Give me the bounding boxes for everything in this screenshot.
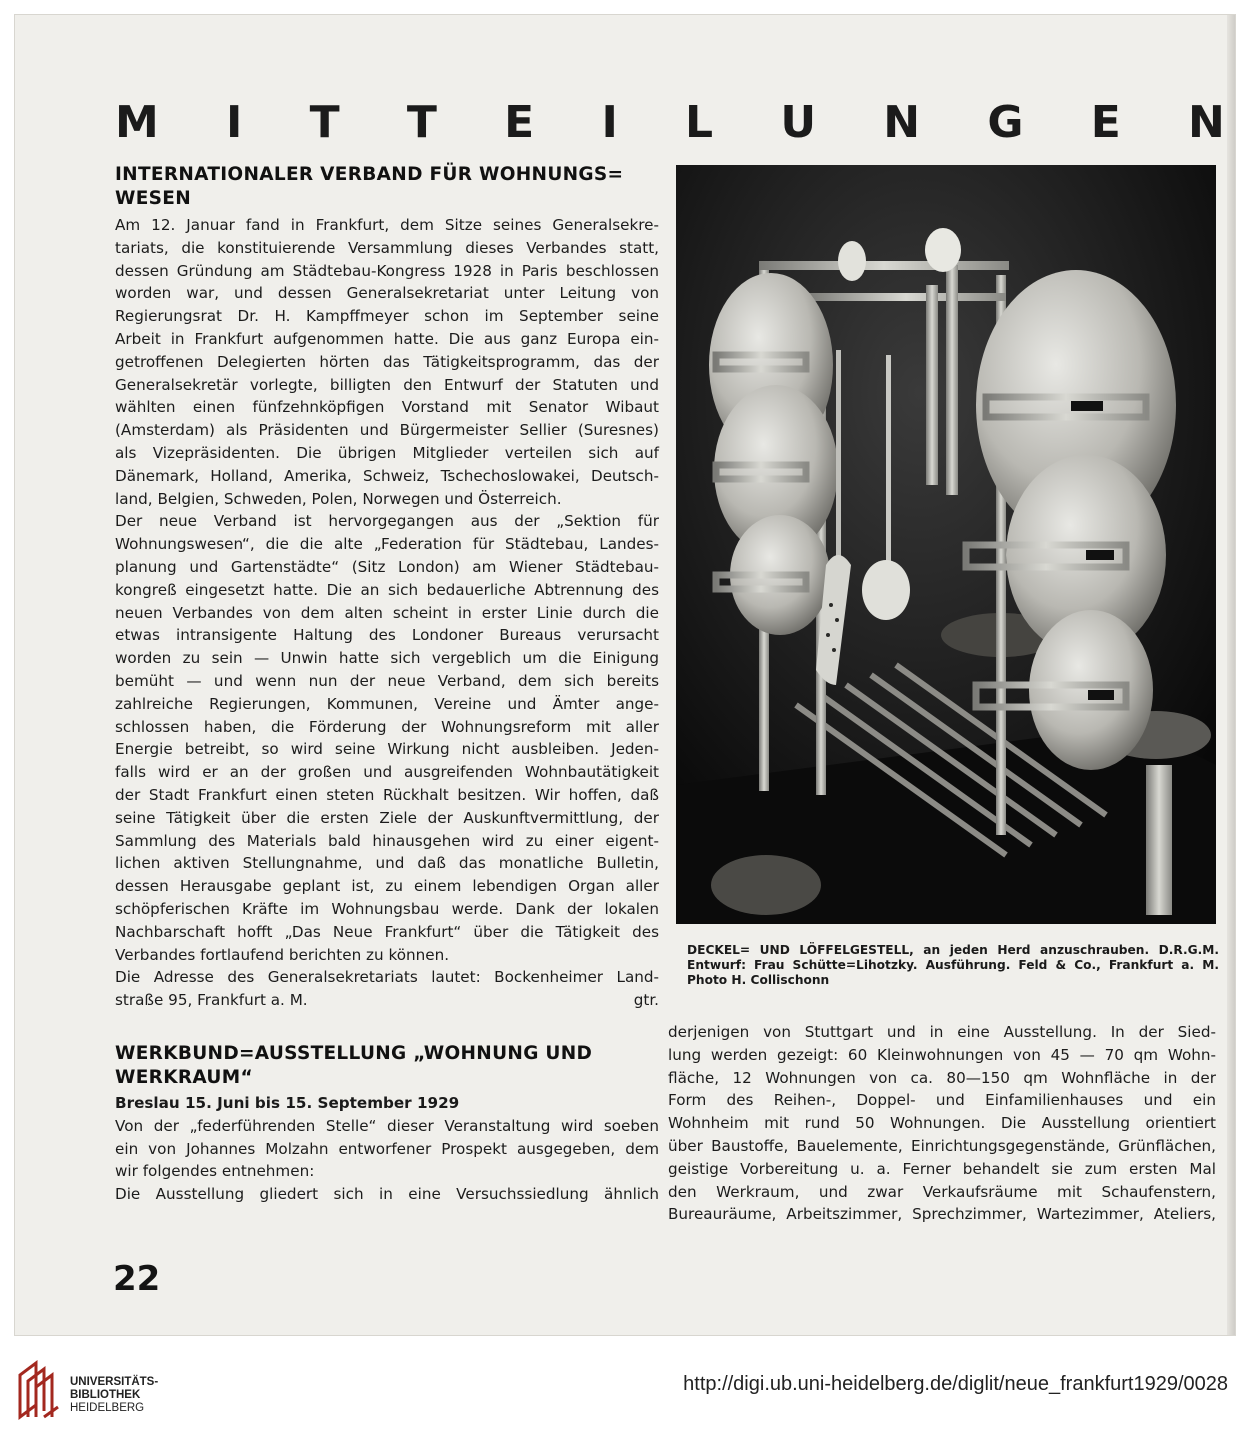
article2-paragraph-1: Von der „federführenden Stelle“ dieser Veranstaltung wird soeben ein von Johannes Molzahn entworfener Prospekt ausgegeben, dem wir folgendes entnehmen: — [115, 1116, 659, 1181]
headline-letter: M — [115, 97, 159, 148]
headline-letter: U — [780, 97, 817, 148]
library-logo-icon — [14, 1359, 62, 1421]
address-line: straße 95, Frankfurt a. M. — [115, 991, 308, 1010]
article2-continuation: derjenigen von Stuttgart und in eine Ausstellung. In der Sied- lung werden gezeigt: 60 Kleinwohnungen von 45 — 70 qm Wohn- fläche, 12 Wohnungen von ca. 80—150 qm Wohnfläche in der Form des Reihen-, Doppel- und Einfamilienhauses und ein Wohnheim mit rund 50 Wohnungen. Die Ausstellung orientiert über Baustoffe, Bauelemente, Einrichtungsgegenstände, Grünflächen, geistige Vorbereitung u. a. Ferner behandelt sie zum ersten Mal den Werkraum, und zwar Verkaufsräume mit Schaufenstern, Bureauräume, Arbeitszimmer, Sprechzimmer, Wartezimmer, Ateliers, — [668, 1023, 1216, 1224]
library-name: UNIVERSITÄTS- BIBLIOTHEK HEIDELBERG — [70, 1376, 159, 1414]
article1-title: INTERNATIONALER VERBAND FÜR WOHNUNGS= WESEN — [115, 164, 624, 209]
headline-letter: T — [309, 97, 340, 148]
headline-letter: T — [406, 97, 437, 148]
page-number: 22 — [113, 1259, 161, 1299]
document-page — [14, 14, 1236, 1336]
headline-letter: L — [685, 97, 714, 148]
headline-letter: N — [1188, 97, 1225, 148]
article1-paragraph-1: Am 12. Januar fand in Frankfurt, dem Sitze seines Generalsekre- tariats, die konstituierende Versammlung dieses Verbandes statt, dessen Gründung am Städtebau-Kongress 1928 in Paris beschlossen worden war, und dessen Generalsekretariat unter Leitung von Regierungsrat Dr. H. Kampffmeyer schon im September seine Arbeit in Frankfurt aufgenommen hatte. Die aus ganz Europa ein- getroffenen Delegierten hörten das Tätigkeitsprogramm, das der Generalsekretär vorlegte, billigten den Entwurf der Statuten und wählten einen fünfzehnköpfigen Vorstand mit Senator Wibaut (Amsterdam) als Präsidenten und Bürgermeister Sellier (Suresnes) als Vizepräsidenten. Die übrigen Mitglieder verteilen sich auf Dänemark, Holland, Amerika, Schweiz, Tschechoslowakei, Deutsch- land, Belgien, Schweden, Polen, Norwegen und Österreich. — [115, 216, 659, 508]
library-footer — [0, 1346, 1246, 1447]
article1-address-row — [115, 989, 659, 1012]
right-column — [668, 1021, 1216, 1226]
article2-title: WERKBUND=AUSSTELLUNG „WOHNUNG UND WERKRAUM“ — [115, 1042, 593, 1088]
page-edge — [1227, 15, 1235, 1335]
headline-letter: N — [883, 97, 921, 148]
article1-paragraph-3: Die Adresse des Generalsekretariats lautet: Bockenheimer Land- — [115, 968, 659, 987]
left-column — [115, 163, 659, 1206]
photo-caption: DECKEL= UND LÖFFELGESTELL, an jeden Herd anzuschrauben. D.R.G.M. Entwurf: Frau Schütte=Lihotzky. Ausführung. Feld & Co., Frankfurt a. M. Photo H. Collischonn — [687, 943, 1219, 987]
article2-subtitle: Breslau 15. Juni bis 15. September 1929 — [115, 1093, 460, 1112]
headline-letter: G — [987, 97, 1024, 148]
headline-letter: I — [601, 97, 618, 148]
article2-paragraph-2: Die Ausstellung gliedert sich in eine Versuchssiedlung ähnlich — [115, 1185, 659, 1204]
source-url-link[interactable]: http://digi.ub.uni-heidelberg.de/diglit/neue_frankfurt1929/0028 — [683, 1373, 1228, 1395]
rack-photo — [676, 165, 1216, 924]
lid-and-spoon-rack-image — [676, 165, 1216, 924]
author-signature: gtr. — [633, 991, 659, 1010]
page-headline — [115, 97, 1225, 148]
article1-paragraph-2: Der neue Verband ist hervorgegangen aus der „Sektion für Wohnungswesen“, die die alte „Federation für Städtebau, Landes- planung und Gartenstädte“ (Sitz London) am Wiener Städtebau- kongreß eingesetzt hatte. Die an sich bedauerliche Abtrennung des neuen Verbandes von dem alten scheint in erster Linie durch die etwas intransigente Haltung des Londoner Bureaus verursacht worden zu sein — Unwin hatte sich vergeblich um die Einigung bemüht — und wenn nun der neue Verband, dem sich bereits zahlreiche Regierungen, Kommunen, Vereine und Ämter ange- schlossen haben, die Förderung der Wohnungsreform mit aller Energie betreibt, so wird seine Wirkung nicht ausbleiben. Jeden- falls wird er an der großen und ausgreifenden Wohnbautätigkeit der Stadt Frankfurt einen steten Rückhalt besitzen. Wir hoffen, daß seine Tätigkeit über die ersten Ziele der Auskunftvermittlung, der Sammlung des Materials bald hinausgehen wird zu einer eigent- lichen aktiven Stellungnahme, und daß das monatliche Bulletin, dessen Herausgabe geplant ist, zu einem lebendigen Organ aller schöpferischen Kräfte im Wohnungsbau werde. Dank der lokalen Nachbarschaft hofft „Das Neue Frankfurt“ über die Tätigkeit des Verbandes fortlaufend berichten zu können. — [115, 512, 659, 964]
headline-letter: E — [1090, 97, 1121, 148]
headline-letter: E — [504, 97, 535, 148]
headline-letter: I — [226, 97, 243, 148]
